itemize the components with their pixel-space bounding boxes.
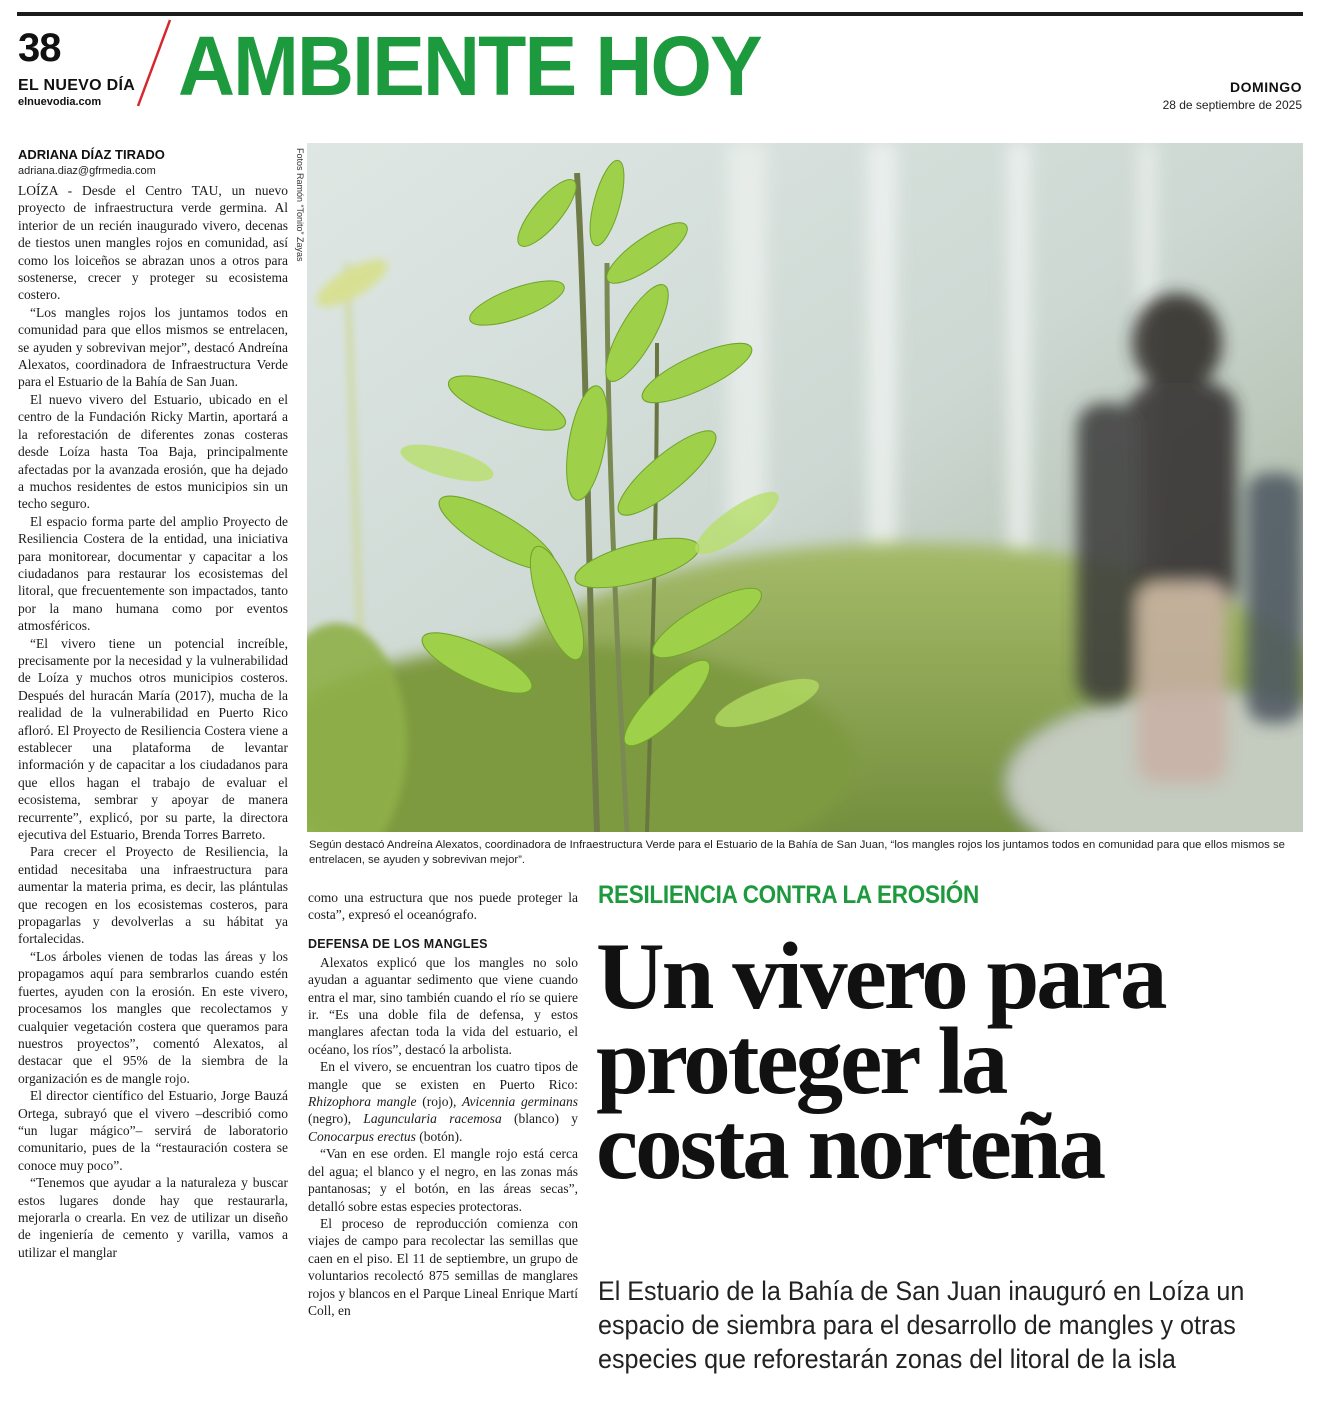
- kicker: RESILIENCIA CONTRA LA EROSIÓN: [598, 881, 979, 909]
- paragraph: “Los árboles vienen de todas las áreas y los propagamos aquí para sembrarlos cuando estén fuertes, ayuden con la erosión. En este vivero, procesamos los mangles que recolectamos y cualquier vegetación costera que queramos para nuestros proyectos”, comentó Alexatos, al destacar que el 95% de la siembra de la organización es de mangle rojo.: [18, 948, 288, 1086]
- text-run: (negro),: [308, 1111, 364, 1127]
- paragraph: “El vivero tiene un potencial increíble, precisamente por la necesidad y la vulnerabilidad de Loíza y muchos otros municipios costeros. Después del huracán María (2017), mucha de la realidad de la vulnerabilidad en Puerto Rico afloró. El Proyecto de Resiliencia Costera viene a establecer una plataforma de levantar información y de capacitar a los ciudadanos para que ellos hagan el trabajo de evaluar el ecosistema, sembrar y apoyar de manera recurrente”, explicó, por su parte, la directora ejecutiva del Estuario, Brenda Torres Barreto.: [18, 635, 288, 843]
- paragraph: “Van en ese orden. El mangle rojo está cerca del agua; el blanco y el negro, en las zonas más pantanosas; y el botón, en las áreas secas”, detalló sobre estas especies protectoras.: [308, 1146, 578, 1214]
- paragraph: Alexatos explicó que los mangles no solo ayudan a aguantar sedimento que viene cuando entra el mar, sino también cuando el río se quiere ir. “Es una doble fila de defensa, y estos manglares afectan toda la vida del estuario, el océano, los ríos”, destacó la arbolista.: [308, 954, 578, 1057]
- paragraph: El espacio forma parte del amplio Proyecto de Resiliencia Costera de la entidad, una iniciativa para monitorear, documentar y capacitar a los ciudadanos para restaurar los ecosistemas del litoral, que frecuentemente son impactados, tanto por la mano humana como por eventos atmosféricos.: [18, 513, 288, 634]
- paragraph: El director científico del Estuario, Jorge Bauzá Ortega, subrayó que el vivero –describió como “un lugar mágico”– servirá de laboratorio comunitario, pues de la “restauración costera se conoce muy poco”.: [18, 1088, 288, 1173]
- mangrove-nursery-photo: [307, 143, 1303, 832]
- page-number: 38: [18, 26, 61, 70]
- species-name: Rhizophora mangle: [308, 1094, 417, 1110]
- text-run: (rojo),: [416, 1094, 463, 1110]
- article-column-2: [308, 889, 578, 1414]
- paragraph: Para crecer el Proyecto de Resiliencia, la entidad necesitaba una infraestructura para aumentar la materia prima, es decir, las plántulas que recogen en los ecosistemas costeros, para propagarlas y devolverlas a su hábitat ya fortalecidas.: [18, 844, 288, 947]
- subhead: DEFENSA DE LOS MANGLES: [308, 936, 488, 951]
- headline-line: proteger la: [596, 1008, 1006, 1114]
- website: elnuevodia.com: [18, 96, 102, 108]
- paragraph: como una estructura que nos puede proteger la costa”, expresó el oceanógrafo.: [308, 890, 578, 923]
- paragraph: “Los mangles rojos los juntamos todos en comunidad para que ellos mismos se entrelacen, se ayuden y sobrevivan mejor”, destacó Andreína Alexatos, coordinadora de Infraestructura Verde para el Estuario de la Bahía de San Juan.: [18, 304, 288, 390]
- photo-credit-text: Fotos Ramón “Tonito” Zayas: [295, 148, 305, 262]
- author-name: ADRIANA DÍAZ TIRADO: [18, 147, 165, 162]
- publication-date: 28 de septiembre de 2025: [1162, 98, 1302, 112]
- section-slash-icon: [126, 18, 174, 108]
- paragraph: “Tenemos que ayudar a la naturaleza y buscar estos lugares donde hay que restaurarla, mejorarla o crearla. En vez de utilizar un diseño de ingeniería de cemento y varilla, vamos a utilizar el manglar: [18, 1175, 288, 1260]
- section-title: AMBIENTE HOY: [178, 19, 761, 113]
- headline-line: Un vivero para: [596, 923, 1165, 1029]
- article-column-1: [18, 182, 288, 1412]
- top-rule: [17, 12, 1303, 16]
- paragraph: [308, 1058, 578, 1145]
- author-email: adriana.diaz@gfrmedia.com: [18, 165, 156, 177]
- text-run: En el vivero, se encuentran los cuatro tipos de mangle que se existen en Puerto Rico:: [308, 1059, 578, 1092]
- paragraph: El proceso de reproducción comienza con viajes de campo para recolectar las semillas que caen en el piso. El 11 de septiembre, un grupo de voluntarios recolectó 875 semillas de manglares rojos y blancos en el Parque Lineal Enrique Martí Coll, en: [308, 1215, 578, 1318]
- newspaper-name: EL NUEVO DÍA: [18, 77, 136, 94]
- weekday: DOMINGO: [1230, 79, 1302, 95]
- photo-caption: Según destacó Andreína Alexatos, coordinadora de Infraestructura Verde para el Estuario de la Bahía de San Juan, “los mangles rojos los juntamos todos en comunidad para que ellos mismos se entrelacen, se ayuden y sobrevivan mejor”.: [309, 839, 1285, 866]
- text-run: (botón).: [415, 1128, 463, 1144]
- deck: El Estuario de la Bahía de San Juan inauguró en Loíza un espacio de siembra para el desarrollo de mangles y otras especies que reforestarán zonas del litoral de la isla: [598, 1276, 1245, 1374]
- paragraph: El nuevo vivero del Estuario, ubicado en el centro de la Fundación Ricky Martin, aportará a la reforestación de diferentes zonas costeras desde Loíza hasta Toa Baja, principalmente afectadas por la avanzada erosión, que ha dejado a muchos residentes de estos municipios sin un techo seguro.: [18, 391, 288, 512]
- photo-credit: [292, 148, 306, 268]
- headline-line: costa norteña: [596, 1093, 1104, 1199]
- species-name: Avicennia germinans: [462, 1094, 578, 1110]
- text-run: (blanco) y: [501, 1111, 578, 1127]
- paragraph: LOÍZA - Desde el Centro TAU, un nuevo proyecto de infraestructura verde germina. Al interior de un recién inaugurado vivero, decenas de tiestos unen mangles rojos en comunidad, así como los loiceños se abrazan unos a otros para sostenerse, crecer y proteger su ecosistema costero.: [18, 183, 288, 303]
- species-name: Conocarpus erectus: [308, 1128, 416, 1144]
- species-name: Laguncularia racemosa: [363, 1111, 502, 1127]
- headline: [596, 923, 1316, 1199]
